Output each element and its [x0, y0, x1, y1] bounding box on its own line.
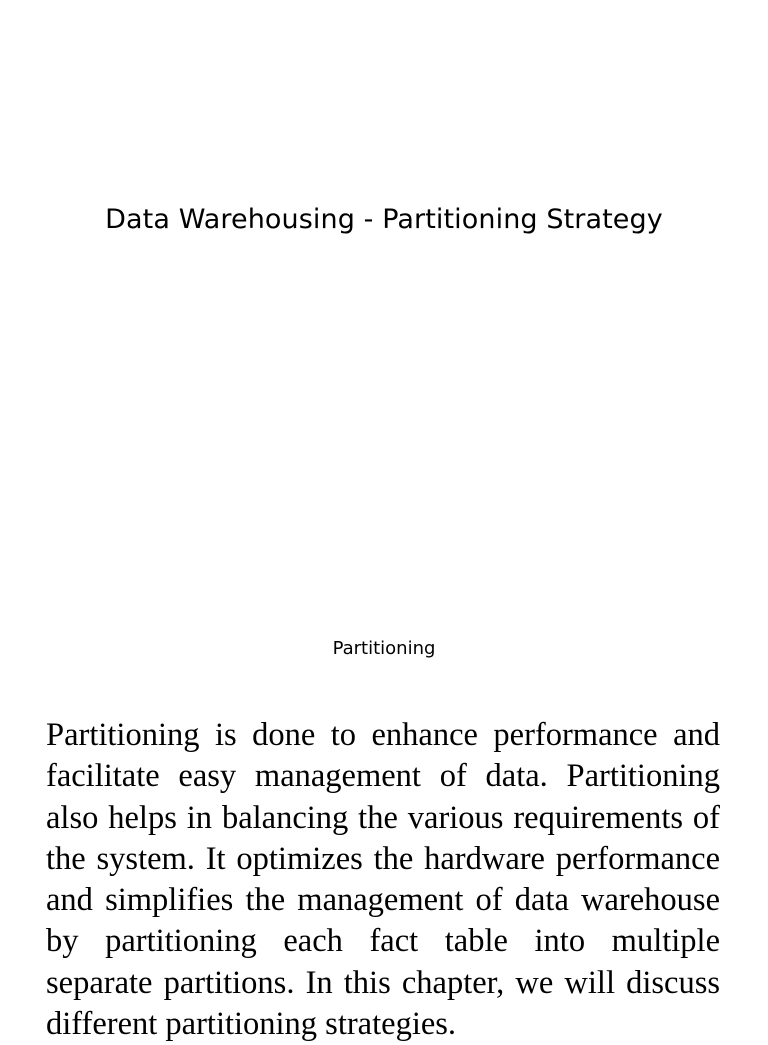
- body-paragraph: Partitioning is done to enhance performance and facilitate easy management of data. Partitioning also helps in balancing the various requirements of the system. It optimizes the hardware performance and simplifies the management of data warehouse by partitioning each fact table into multiple separate partitions. In this chapter, we will discuss different partitioning strategies.: [46, 717, 720, 1043]
- page-title: Data Warehousing - Partitioning Strategy: [105, 204, 663, 235]
- section-heading: Partitioning: [332, 638, 436, 659]
